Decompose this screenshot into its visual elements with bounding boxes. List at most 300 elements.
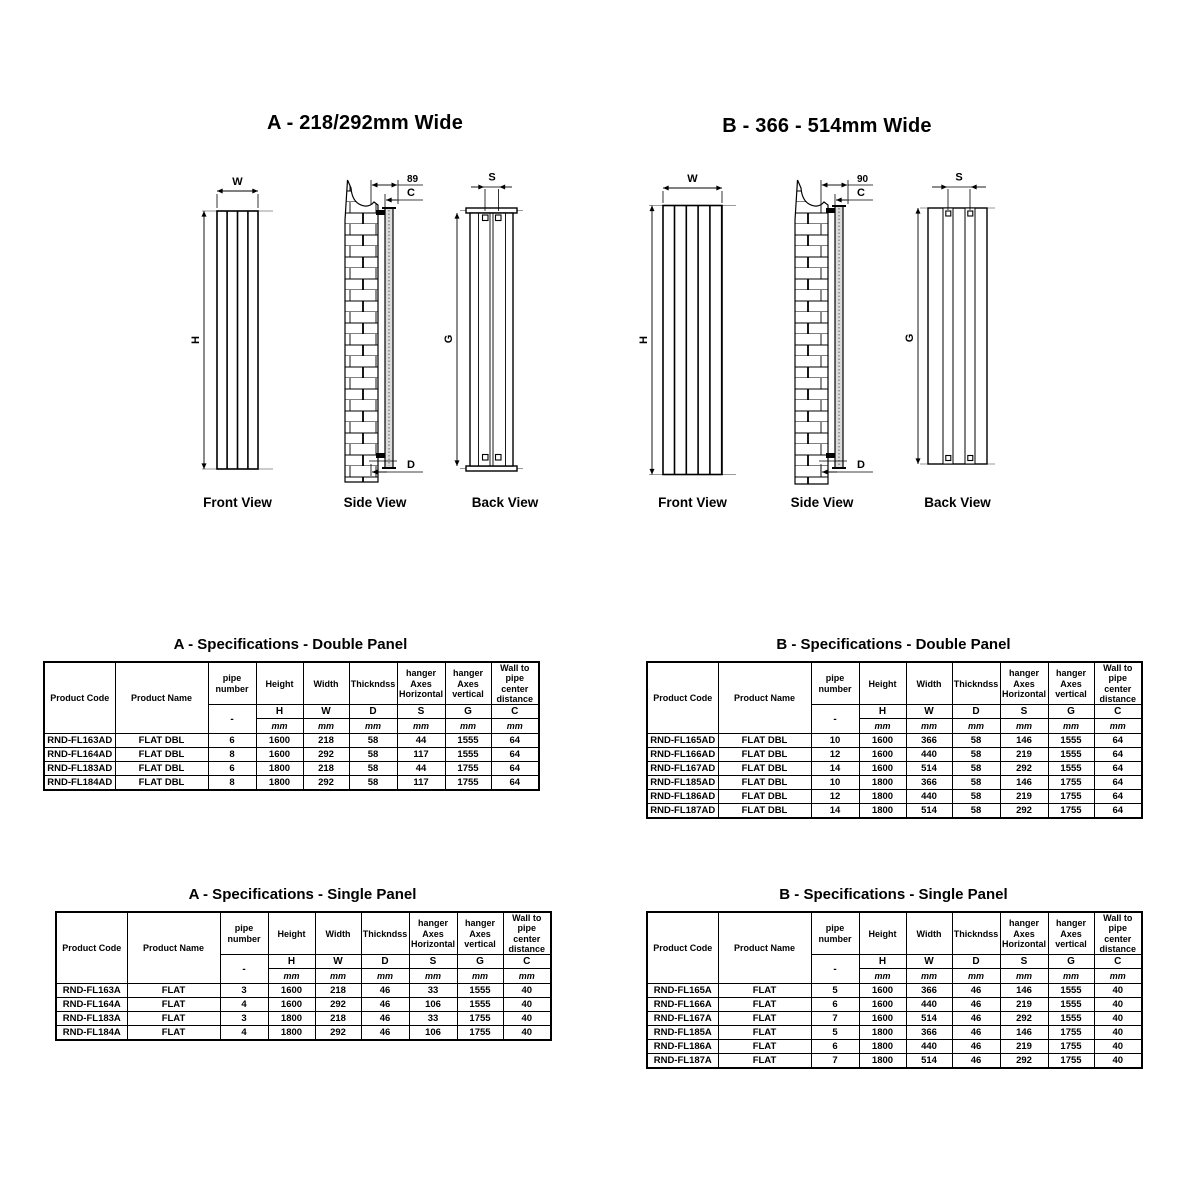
unit-mm: mm — [256, 719, 303, 734]
col-header-hanger-vertical: hanger Axes vertical — [1048, 662, 1094, 705]
table-cell: 218 — [303, 734, 349, 748]
unit-mm: mm — [303, 719, 349, 734]
letter-dash: - — [208, 705, 256, 734]
table-cell: 1755 — [1048, 1026, 1094, 1040]
table-cell: FLAT — [127, 998, 220, 1012]
table-row — [56, 1012, 551, 1026]
table-cell: 292 — [1000, 1012, 1048, 1026]
table-cell: 218 — [303, 762, 349, 776]
unit-mm: mm — [268, 969, 315, 984]
dim-label-g-b: G — [904, 333, 916, 343]
table-cell: 46 — [361, 984, 409, 998]
table-row — [647, 998, 1142, 1012]
front-view-drawing-a — [190, 176, 273, 510]
diagram-b — [600, 158, 1030, 518]
table-cell: 1555 — [445, 734, 491, 748]
col-header-product-code: Product Code — [44, 662, 115, 734]
col-header-product-code: Product Code — [647, 662, 718, 734]
table-cell: FLAT — [718, 1026, 811, 1040]
dim-label-s-b: S — [955, 171, 963, 184]
table-row — [647, 1054, 1142, 1068]
letter-h: H — [256, 705, 303, 719]
table-cell: 40 — [1094, 1012, 1142, 1026]
dim-label-d-a: D — [407, 459, 415, 471]
table-cell: 1755 — [445, 762, 491, 776]
hanger-point-b — [968, 211, 973, 216]
table-cell: FLAT — [127, 1012, 220, 1026]
table-cell: 1555 — [1048, 748, 1094, 762]
table-cell: 1600 — [859, 984, 906, 998]
table-cell: 1755 — [457, 1012, 503, 1026]
table-row — [647, 748, 1142, 762]
table-cell: 64 — [1094, 790, 1142, 804]
wall-bracket-top-b — [826, 208, 835, 213]
unit-mm: mm — [361, 969, 409, 984]
table-cell: 7 — [811, 1054, 859, 1068]
unit-mm: mm — [906, 969, 952, 984]
table-cell: 1555 — [1048, 998, 1094, 1012]
table-cell: 64 — [1094, 734, 1142, 748]
col-header-hanger-horizontal: hanger Axes Horizontal — [397, 662, 445, 705]
table-cell: 1800 — [859, 1026, 906, 1040]
table-cell: 146 — [1000, 984, 1048, 998]
col-header-hanger-horizontal: hanger Axes Horizontal — [409, 912, 457, 955]
letter-dash: - — [811, 705, 859, 734]
table-cell: 8 — [208, 748, 256, 762]
table-cell: 1755 — [1048, 790, 1094, 804]
table-row — [647, 984, 1142, 998]
diagram-a-title: A - 218/292mm Wide — [266, 112, 464, 134]
table-cell: 292 — [315, 1026, 361, 1040]
table-cell: 292 — [303, 776, 349, 790]
letter-g: G — [1048, 705, 1094, 719]
col-header-thickness: Thickndss — [952, 912, 1000, 955]
table-cell: 3 — [220, 1012, 268, 1026]
table-cell: 33 — [409, 1012, 457, 1026]
table-cell: RND-FL183A — [56, 1012, 127, 1026]
table-cell: 5 — [811, 1026, 859, 1040]
table-cell: 1755 — [1048, 804, 1094, 818]
letter-d: D — [361, 955, 409, 969]
table-cell: RND-FL184AD — [44, 776, 115, 790]
unit-mm: mm — [1048, 969, 1094, 984]
table-cell: 7 — [811, 1012, 859, 1026]
table-cell: 64 — [491, 748, 539, 762]
table-cell: 366 — [906, 776, 952, 790]
table-cell: 1800 — [256, 762, 303, 776]
table-cell: 292 — [303, 748, 349, 762]
table-cell: 46 — [952, 998, 1000, 1012]
col-header-height: Height — [256, 662, 303, 705]
table-cell: 1800 — [859, 804, 906, 818]
table-cell: 440 — [906, 790, 952, 804]
col-header-width: Width — [906, 662, 952, 705]
wall-bracket-bottom-a — [376, 453, 385, 458]
hanger-rail-b — [965, 208, 975, 464]
letter-s: S — [409, 955, 457, 969]
spec-table-b-single — [646, 911, 1143, 1069]
unit-mm: mm — [906, 719, 952, 734]
col-header-wall-distance: Wall to pipe center distance — [1094, 912, 1142, 955]
dim-value-top-a: 89 — [407, 174, 419, 185]
col-header-hanger-vertical: hanger Axes vertical — [457, 912, 503, 955]
col-header-height: Height — [859, 662, 906, 705]
table-cell: 366 — [906, 734, 952, 748]
table-cell: 366 — [906, 1026, 952, 1040]
back-view-label-b: Back View — [924, 495, 991, 510]
col-header-product-name: Product Name — [718, 662, 811, 734]
table-cell: RND-FL187AD — [647, 804, 718, 818]
unit-mm: mm — [503, 969, 551, 984]
letter-h: H — [859, 705, 906, 719]
table-cell: 58 — [349, 776, 397, 790]
table-cell: 292 — [1000, 1054, 1048, 1068]
back-view-drawing-b — [904, 172, 995, 511]
spec-table-a-single — [55, 911, 552, 1041]
letter-s: S — [1000, 705, 1048, 719]
table-cell: 366 — [906, 984, 952, 998]
table-cell: 1555 — [445, 748, 491, 762]
col-header-height: Height — [859, 912, 906, 955]
table-cell: 1755 — [445, 776, 491, 790]
table-cell: RND-FL185A — [647, 1026, 718, 1040]
table-cell: 33 — [409, 984, 457, 998]
letter-w: W — [315, 955, 361, 969]
table-cell: 46 — [952, 1040, 1000, 1054]
table-cell: FLAT — [718, 1054, 811, 1068]
table-cell: 64 — [491, 762, 539, 776]
table-cell: RND-FL186AD — [647, 790, 718, 804]
table-cell: 440 — [906, 1040, 952, 1054]
unit-mm: mm — [952, 719, 1000, 734]
table-cell: 1800 — [256, 776, 303, 790]
col-header-pipe-number: pipe number — [220, 912, 268, 955]
table-cell: RND-FL163AD — [44, 734, 115, 748]
table-cell: 514 — [906, 1054, 952, 1068]
table-cell: 46 — [361, 1012, 409, 1026]
table-block-b-single — [646, 886, 1141, 1069]
table-cell: 1600 — [256, 734, 303, 748]
wall-bracket-bottom-b — [826, 453, 835, 458]
letter-g: G — [1048, 955, 1094, 969]
table-cell: RND-FL165A — [647, 984, 718, 998]
unit-mm: mm — [1094, 969, 1142, 984]
col-header-wall-distance: Wall to pipe center distance — [1094, 662, 1142, 705]
dim-label-w-a: W — [232, 176, 243, 188]
table-row — [44, 748, 539, 762]
table-cell: 40 — [1094, 998, 1142, 1012]
unit-mm: mm — [859, 719, 906, 734]
wall-bracket-top-a — [376, 210, 385, 215]
table-row — [647, 1026, 1142, 1040]
table-cell: FLAT DBL — [718, 762, 811, 776]
table-cell: 6 — [208, 762, 256, 776]
letter-c: C — [503, 955, 551, 969]
table-cell: 12 — [811, 748, 859, 762]
table-cell: 1800 — [859, 1054, 906, 1068]
spec-table-a-double — [43, 661, 540, 791]
table-cell: 218 — [315, 984, 361, 998]
table-cell: 514 — [906, 1012, 952, 1026]
col-header-hanger-horizontal: hanger Axes Horizontal — [1000, 912, 1048, 955]
table-cell: 64 — [1094, 804, 1142, 818]
letter-c: C — [1094, 955, 1142, 969]
dim-label-s-a: S — [488, 171, 496, 184]
table-cell: 440 — [906, 748, 952, 762]
table-cell: 292 — [315, 998, 361, 1012]
table-cell: FLAT DBL — [115, 748, 208, 762]
side-view-label-a: Side View — [343, 495, 407, 510]
hanger-point-a — [483, 455, 489, 461]
table-cell: 1800 — [268, 1026, 315, 1040]
table-cell: RND-FL164AD — [44, 748, 115, 762]
table-cell: 514 — [906, 762, 952, 776]
dim-label-d-b: D — [857, 459, 865, 471]
table-cell: 146 — [1000, 734, 1048, 748]
table-cell: 46 — [361, 998, 409, 1012]
col-header-thickness: Thickndss — [349, 662, 397, 705]
table-cell: 58 — [349, 762, 397, 776]
table-cell: FLAT — [718, 1012, 811, 1026]
unit-mm: mm — [1000, 969, 1048, 984]
table-cell: FLAT DBL — [718, 776, 811, 790]
table-cell: 58 — [349, 748, 397, 762]
table-cell: 1800 — [859, 790, 906, 804]
table-cell: 117 — [397, 776, 445, 790]
table-cell: 46 — [361, 1026, 409, 1040]
table-title-a-double: A - Specifications - Double Panel — [173, 636, 408, 653]
table-cell: FLAT — [718, 1040, 811, 1054]
table-cell: 6 — [208, 734, 256, 748]
table-row — [56, 984, 551, 998]
back-view-label-a: Back View — [471, 495, 539, 510]
unit-mm: mm — [859, 969, 906, 984]
table-cell: 8 — [208, 776, 256, 790]
table-cell: FLAT DBL — [115, 734, 208, 748]
unit-mm: mm — [445, 719, 491, 734]
dim-value-top-b: 90 — [857, 174, 869, 185]
table-cell: 1600 — [256, 748, 303, 762]
table-cell: 64 — [1094, 776, 1142, 790]
dim-label-h-a: H — [190, 336, 202, 344]
table-cell: 64 — [491, 776, 539, 790]
table-cell: FLAT DBL — [115, 776, 208, 790]
table-cell: RND-FL165AD — [647, 734, 718, 748]
letter-w: W — [906, 955, 952, 969]
table-cell: 1555 — [1048, 1012, 1094, 1026]
dim-label-w-b: W — [687, 173, 698, 185]
table-row — [647, 804, 1142, 818]
table-cell: RND-FL167A — [647, 1012, 718, 1026]
col-header-height: Height — [268, 912, 315, 955]
table-title-a-single: A - Specifications - Single Panel — [188, 886, 417, 903]
table-cell: FLAT DBL — [718, 804, 811, 818]
table-cell: 514 — [906, 804, 952, 818]
table-cell: RND-FL164A — [56, 998, 127, 1012]
table-cell: RND-FL186A — [647, 1040, 718, 1054]
letter-d: D — [952, 955, 1000, 969]
table-row — [56, 998, 551, 1012]
table-block-a-single — [55, 886, 550, 1041]
table-row — [647, 790, 1142, 804]
table-row — [647, 734, 1142, 748]
table-cell: 64 — [1094, 762, 1142, 776]
spec-table-b-double — [646, 661, 1143, 819]
table-cell: 40 — [503, 998, 551, 1012]
table-cell: 1800 — [268, 1012, 315, 1026]
table-title-b-single: B - Specifications - Single Panel — [779, 886, 1008, 903]
table-cell: 1555 — [1048, 762, 1094, 776]
table-cell: RND-FL185AD — [647, 776, 718, 790]
table-cell: 1755 — [1048, 1054, 1094, 1068]
table-row — [44, 762, 539, 776]
col-header-pipe-number: pipe number — [208, 662, 256, 705]
col-header-product-name: Product Name — [718, 912, 811, 984]
table-cell: 218 — [315, 1012, 361, 1026]
table-cell: 40 — [1094, 1040, 1142, 1054]
table-cell: 219 — [1000, 998, 1048, 1012]
letter-s: S — [1000, 955, 1048, 969]
table-row — [647, 1012, 1142, 1026]
table-block-b-double — [646, 636, 1141, 819]
col-header-hanger-vertical: hanger Axes vertical — [445, 662, 491, 705]
table-cell: 117 — [397, 748, 445, 762]
table-cell: 1555 — [1048, 734, 1094, 748]
table-cell: 5 — [811, 984, 859, 998]
col-header-pipe-number: pipe number — [811, 912, 859, 955]
letter-g: G — [457, 955, 503, 969]
table-cell: 1755 — [1048, 1040, 1094, 1054]
unit-mm: mm — [1048, 719, 1094, 734]
table-cell: 40 — [1094, 1054, 1142, 1068]
table-cell: 44 — [397, 734, 445, 748]
table-cell: 219 — [1000, 748, 1048, 762]
table-cell: 40 — [1094, 1026, 1142, 1040]
table-cell: RND-FL163A — [56, 984, 127, 998]
table-cell: 6 — [811, 998, 859, 1012]
table-cell: 1600 — [268, 984, 315, 998]
dim-label-h-b: H — [638, 336, 650, 344]
table-cell: 1600 — [859, 762, 906, 776]
letter-d: D — [952, 705, 1000, 719]
letter-c: C — [491, 705, 539, 719]
letter-h: H — [859, 955, 906, 969]
table-cell: FLAT — [718, 998, 811, 1012]
table-block-a-double — [43, 636, 538, 791]
dim-label-c-b: C — [857, 187, 865, 199]
dim-label-g-a: G — [443, 334, 455, 344]
col-header-product-name: Product Name — [127, 912, 220, 984]
table-cell: 3 — [220, 984, 268, 998]
table-cell: 1555 — [1048, 984, 1094, 998]
hanger-point-b — [968, 456, 973, 461]
table-cell: 14 — [811, 762, 859, 776]
table-cell: 58 — [952, 748, 1000, 762]
col-header-wall-distance: Wall to pipe center distance — [491, 662, 539, 705]
table-cell: 1755 — [1048, 776, 1094, 790]
table-row — [647, 776, 1142, 790]
back-view-drawing-a — [443, 172, 539, 511]
col-header-product-code: Product Code — [647, 912, 718, 984]
table-cell: 64 — [491, 734, 539, 748]
table-cell: RND-FL166AD — [647, 748, 718, 762]
front-view-drawing-b — [638, 173, 736, 510]
table-cell: 46 — [952, 1054, 1000, 1068]
unit-mm: mm — [952, 969, 1000, 984]
table-cell: 44 — [397, 762, 445, 776]
table-cell: RND-FL187A — [647, 1054, 718, 1068]
diagram-b-title: B - 366 - 514mm Wide — [722, 115, 932, 137]
table-cell: 440 — [906, 998, 952, 1012]
table-cell: 106 — [409, 998, 457, 1012]
table-cell: 46 — [952, 984, 1000, 998]
col-header-hanger-horizontal: hanger Axes Horizontal — [1000, 662, 1048, 705]
front-view-label-b: Front View — [658, 495, 727, 510]
table-cell: 1800 — [859, 1040, 906, 1054]
table-cell: 40 — [503, 984, 551, 998]
col-header-thickness: Thickndss — [952, 662, 1000, 705]
table-cell: 4 — [220, 998, 268, 1012]
letter-w: W — [303, 705, 349, 719]
table-cell: 1800 — [859, 776, 906, 790]
letter-h: H — [268, 955, 315, 969]
hanger-point-b — [946, 211, 951, 216]
table-cell: 46 — [952, 1012, 1000, 1026]
table-cell: 58 — [952, 790, 1000, 804]
table-cell: 292 — [1000, 804, 1048, 818]
side-view-drawing-b — [791, 174, 873, 510]
col-header-width: Width — [906, 912, 952, 955]
hanger-point-a — [496, 215, 502, 221]
table-cell: 1600 — [859, 998, 906, 1012]
table-cell: 219 — [1000, 790, 1048, 804]
unit-mm: mm — [349, 719, 397, 734]
dim-label-c-a: C — [407, 187, 415, 199]
table-cell: 12 — [811, 790, 859, 804]
letter-g: G — [445, 705, 491, 719]
table-cell: FLAT DBL — [718, 734, 811, 748]
col-header-thickness: Thickndss — [361, 912, 409, 955]
unit-mm: mm — [397, 719, 445, 734]
brick-wall-b — [795, 180, 828, 484]
table-cell: FLAT DBL — [718, 748, 811, 762]
table-cell: 10 — [811, 734, 859, 748]
table-cell: 40 — [1094, 984, 1142, 998]
hanger-rail-b — [943, 208, 953, 464]
letter-dash: - — [811, 955, 859, 984]
unit-mm: mm — [315, 969, 361, 984]
table-row — [44, 734, 539, 748]
table-cell: 1755 — [457, 1026, 503, 1040]
table-cell: 58 — [952, 762, 1000, 776]
table-cell: 40 — [503, 1012, 551, 1026]
table-cell: 58 — [952, 776, 1000, 790]
table-cell: 1555 — [457, 984, 503, 998]
col-header-product-code: Product Code — [56, 912, 127, 984]
table-cell: 58 — [952, 804, 1000, 818]
unit-mm: mm — [1000, 719, 1048, 734]
table-cell: 146 — [1000, 776, 1048, 790]
table-cell: FLAT — [127, 984, 220, 998]
table-cell: 1600 — [859, 734, 906, 748]
side-view-drawing-a — [344, 174, 423, 510]
table-cell: FLAT — [718, 984, 811, 998]
table-cell: 219 — [1000, 1040, 1048, 1054]
table-cell: 1600 — [268, 998, 315, 1012]
table-cell: 146 — [1000, 1026, 1048, 1040]
table-cell: FLAT DBL — [115, 762, 208, 776]
brick-wall-a — [345, 180, 378, 482]
